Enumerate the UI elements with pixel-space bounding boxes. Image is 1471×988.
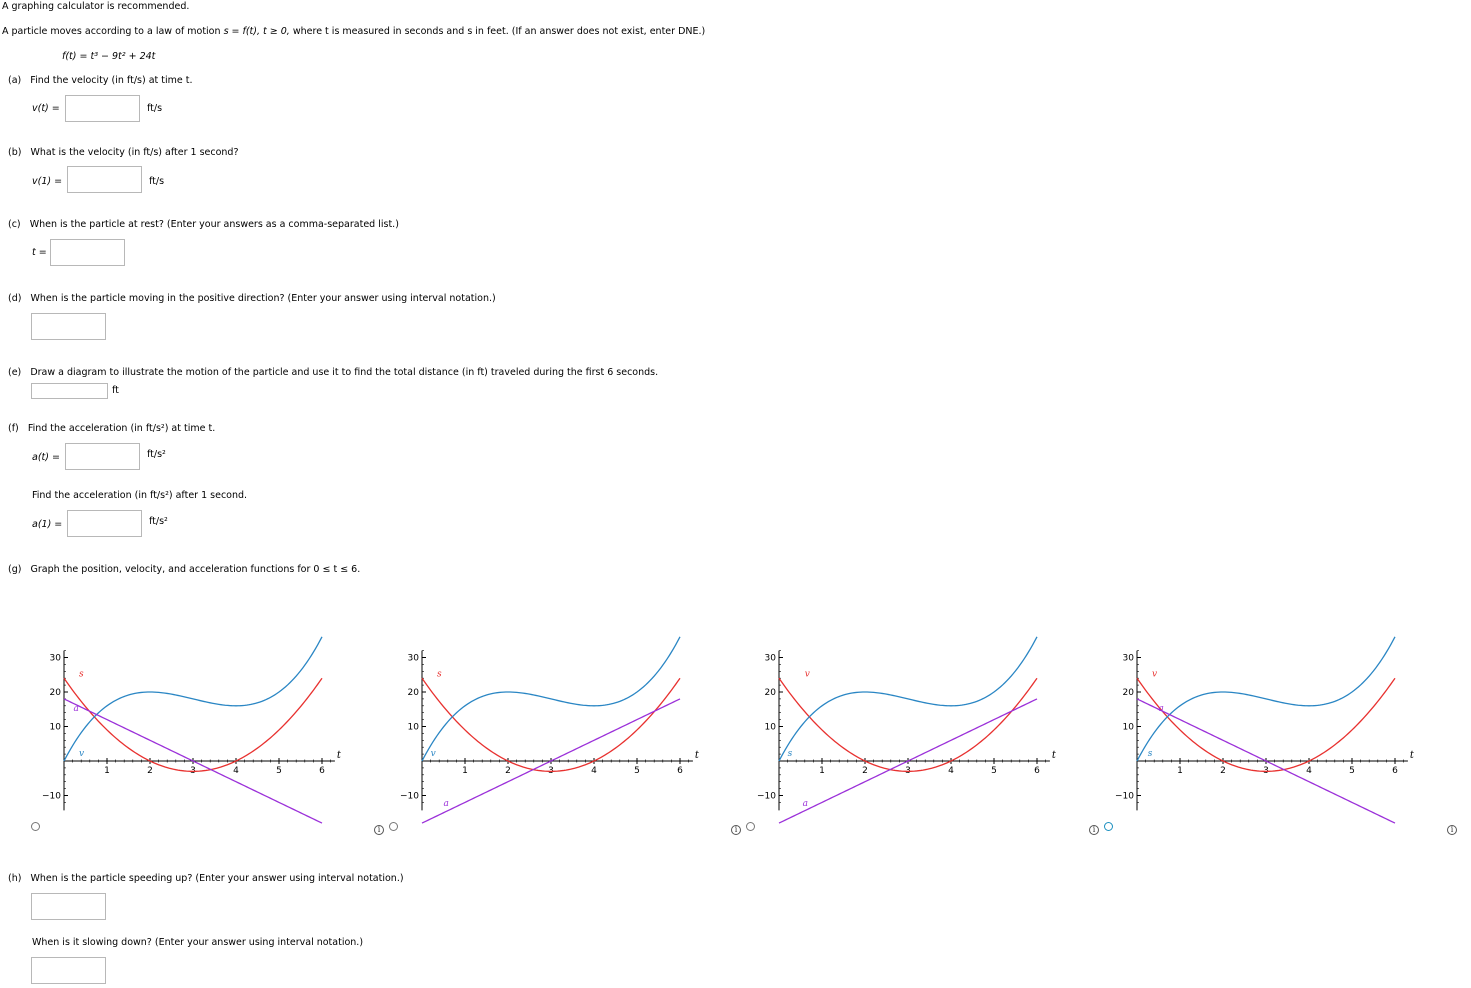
series-s-line (1137, 637, 1395, 761)
x-tick-label: 4 (233, 766, 239, 776)
part-d-answer-input[interactable] (31, 313, 106, 340)
part-c-text: When is the particle at rest? (Enter your answers as a comma-separated list.) (29, 219, 399, 230)
series-label-v: v (79, 748, 85, 759)
series-v-line (779, 678, 1037, 771)
y-tick-label: −10 (1115, 791, 1134, 802)
part-b-text: What is the velocity (in ft/s) after 1 second? (30, 147, 239, 158)
series-v-line (1137, 678, 1395, 771)
part-h-question-2: When is it slowing down? (Enter your answer using interval notation.) (32, 937, 364, 948)
part-b-answer-input[interactable] (67, 166, 142, 193)
x-tick-label: 1 (462, 766, 468, 776)
series-s-line (64, 678, 322, 771)
y-tick-label: 30 (407, 653, 419, 664)
y-tick-label: 10 (407, 722, 419, 733)
x-tick-label: 3 (190, 766, 196, 776)
part-h-text: When is the particle speeding up? (Enter your answer using interval notation.) (30, 873, 404, 884)
part-a-var: v(t) = (32, 103, 60, 114)
graph-3-info-icon[interactable]: i (1089, 825, 1099, 835)
x-tick-label: 1 (1177, 766, 1183, 776)
part-d-text: When is the particle moving in the positive direction? (Enter your answer using interval notation.) (30, 293, 496, 304)
part-g-question (8, 564, 360, 575)
x-tick-label: 3 (905, 766, 911, 776)
part-f-answer-input[interactable] (65, 443, 140, 470)
part-e-unit: ft (112, 385, 119, 396)
x-tick-label: 4 (591, 766, 597, 776)
part-e-tag: (e) (8, 367, 22, 378)
graph-4-radio[interactable] (1104, 822, 1113, 831)
part-e-text: Draw a diagram to illustrate the motion of the particle and use it to find the total distance (in ft) traveled during the first 6 seconds. (30, 367, 659, 378)
y-tick-label: 10 (49, 722, 61, 733)
part-b-question (8, 147, 239, 158)
x-tick-label: 4 (1306, 766, 1312, 776)
part-a-question (8, 75, 193, 86)
series-label-a: a (443, 798, 449, 809)
x-tick-label: 6 (1392, 766, 1398, 776)
x-tick-label: 5 (276, 766, 282, 776)
series-label-a: a (802, 798, 809, 809)
series-s-line (779, 637, 1037, 761)
part-f-question-2: Find the acceleration (in ft/s²) after 1 second. (32, 490, 248, 501)
graph-option-1 (20, 622, 350, 837)
intro-law: s = f(t), t ≥ 0, (223, 26, 290, 37)
x-tick-label: 4 (948, 766, 954, 776)
x-tick-label: 6 (319, 766, 325, 776)
part-a-unit: ft/s (147, 103, 163, 114)
part-e-question (8, 367, 658, 378)
part-f-answer-input-2[interactable] (67, 510, 142, 537)
part-h-answer-input-2[interactable] (31, 957, 106, 984)
graph-option-4 (1093, 622, 1423, 837)
part-d-question (8, 293, 496, 304)
series-label-a: a (73, 703, 79, 714)
y-tick-label: 20 (407, 688, 419, 698)
part-f-question (8, 423, 215, 434)
x-axis-label: t (694, 750, 699, 761)
x-tick-label: 6 (677, 766, 683, 776)
graph-3-radio[interactable] (746, 822, 755, 831)
part-a-text: Find the velocity (in ft/s) at time t. (30, 75, 193, 86)
part-h-question (8, 873, 404, 884)
part-b-var: v(1) = (32, 176, 63, 187)
y-tick-label: −10 (42, 791, 61, 802)
part-f-unit: ft/s² (147, 449, 166, 460)
x-tick-label: 5 (634, 766, 640, 776)
part-g-text: Graph the position, velocity, and acceleration functions for 0 ≤ t ≤ 6. (30, 564, 361, 575)
x-tick-label: 3 (1263, 766, 1269, 776)
part-c-answer-input[interactable] (50, 239, 125, 266)
series-v-line (422, 637, 680, 761)
series-label-v: v (430, 748, 436, 759)
graph-4-info-icon[interactable]: i (1447, 825, 1457, 835)
part-h-answer-input[interactable] (31, 893, 106, 920)
series-label-a: a (1158, 703, 1164, 714)
part-a-answer-input[interactable] (65, 95, 140, 122)
series-s-line (422, 678, 680, 771)
series-label-v: v (804, 669, 810, 680)
x-axis-label: t (1409, 750, 1414, 761)
intro-pre: A particle moves according to a law of motion (2, 26, 221, 37)
part-c-question (8, 219, 399, 230)
x-tick-label: 5 (1349, 766, 1355, 776)
x-axis-label: t (1051, 750, 1056, 761)
series-label-s: s (1147, 748, 1153, 759)
part-f-var: a(t) = (32, 452, 60, 463)
y-tick-label: −10 (757, 791, 776, 802)
x-tick-label: 2 (862, 766, 868, 776)
y-tick-label: 30 (764, 653, 776, 664)
y-tick-label: 30 (49, 653, 61, 664)
part-f-tag: (f) (8, 423, 19, 434)
x-tick-label: 2 (505, 766, 511, 776)
part-h-tag: (h) (8, 873, 22, 884)
part-f-text: Find the acceleration (in ft/s²) at time t. (27, 423, 216, 434)
y-tick-label: −10 (400, 791, 419, 802)
x-tick-label: 6 (1034, 766, 1040, 776)
part-c-var: t = (32, 247, 47, 258)
y-tick-label: 30 (1122, 653, 1134, 664)
x-tick-label: 3 (548, 766, 554, 776)
graph-1-radio[interactable] (31, 822, 40, 831)
series-label-s: s (437, 669, 442, 680)
x-tick-label: 1 (104, 766, 110, 776)
part-f-unit-2: ft/s² (149, 516, 168, 527)
x-tick-label: 2 (1220, 766, 1226, 776)
graph-2-info-icon[interactable]: i (731, 825, 741, 835)
series-v-line (64, 637, 322, 761)
series-label-v: v (1152, 669, 1158, 680)
calculator-note: A graphing calculator is recommended. (2, 1, 190, 12)
y-tick-label: 20 (49, 688, 61, 698)
graph-option-3 (735, 622, 1065, 837)
function-formula: f(t) = t³ − 9t² + 24t (62, 51, 156, 62)
problem-intro (2, 26, 705, 37)
part-e-answer-input[interactable] (31, 383, 108, 399)
intro-mid: where t is measured in seconds and s in feet. (If an answer does not exist, enter DNE.) (292, 26, 706, 37)
x-tick-label: 2 (147, 766, 153, 776)
graph-option-2 (378, 622, 708, 837)
y-tick-label: 20 (1122, 688, 1134, 698)
graph-1-info-icon[interactable]: i (374, 825, 384, 835)
y-tick-label: 10 (764, 722, 776, 733)
part-c-tag: (c) (8, 219, 21, 230)
part-g-tag: (g) (8, 564, 22, 575)
series-label-s: s (787, 748, 793, 759)
part-a-tag: (a) (8, 75, 22, 86)
part-f-var-2: a(1) = (32, 519, 63, 530)
part-d-tag: (d) (8, 293, 22, 304)
y-tick-label: 20 (764, 688, 776, 698)
x-tick-label: 1 (819, 766, 825, 776)
x-tick-label: 5 (991, 766, 997, 776)
part-b-tag: (b) (8, 147, 22, 158)
x-axis-label: t (336, 750, 341, 761)
y-tick-label: 10 (1122, 722, 1134, 733)
graph-2-radio[interactable] (389, 822, 398, 831)
series-label-s: s (79, 669, 84, 680)
part-b-unit: ft/s (149, 176, 165, 187)
